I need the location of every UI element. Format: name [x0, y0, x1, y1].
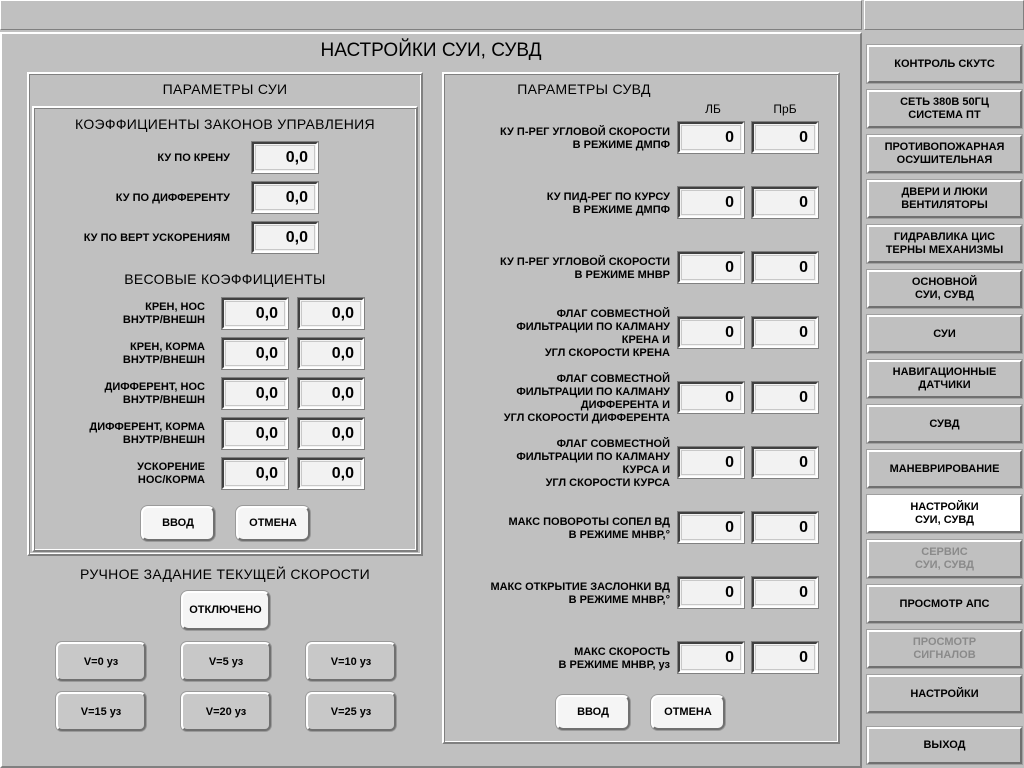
suvd-row-label: ФЛАГ СОВМЕСТНОЙ [556, 308, 670, 320]
speed-preset-button[interactable]: V=10 уз [306, 642, 396, 681]
suvd-row-label: ФИЛЬТРАЦИИ ПО КАЛМАНУ [516, 386, 670, 398]
weight-input-1[interactable]: 0,0 [222, 418, 288, 449]
weight-label-1: ДИФФЕРЕНТ, КОРМА [89, 421, 205, 433]
weights-title: ВЕСОВЫЕ КОЭФФИЦИЕНТЫ [124, 271, 326, 287]
speed-preset-button[interactable]: V=5 уз [181, 642, 271, 681]
nav-button[interactable]: ВЫХОД [867, 727, 1022, 764]
nav-button[interactable]: СУИ [867, 315, 1022, 353]
coef-label: КУ ПО КРЕНУ [157, 152, 230, 164]
weight-label-1: ДИФФЕРЕНТ, НОС [104, 381, 205, 393]
suvd-input-prb[interactable]: 0 [752, 187, 818, 218]
nav-button[interactable]: МАНЕВРИРОВАНИЕ [867, 450, 1022, 488]
weight-input-2[interactable]: 0,0 [298, 298, 364, 329]
coef-input[interactable]: 0,0 [252, 142, 318, 173]
coef-input[interactable]: 0,0 [252, 182, 318, 213]
weight-label-1: УСКОРЕНИЕ [137, 461, 205, 473]
suvd-input-prb[interactable]: 0 [752, 317, 818, 348]
suvd-row-label: КРЕНА И [621, 334, 670, 346]
suvd-input-prb[interactable]: 0 [752, 577, 818, 608]
speed-preset-button[interactable]: V=0 уз [56, 642, 146, 681]
suvd-input-lb[interactable]: 0 [678, 447, 744, 478]
suvd-row-label: В РЕЖИМЕ МНВР [574, 269, 670, 281]
weight-label-2: ВНУТР/ВНЕШН [122, 314, 205, 326]
page-title: НАСТРОЙКИ СУИ, СУВД [320, 40, 542, 61]
suvd-input-lb[interactable]: 0 [678, 577, 744, 608]
suvd-row-label: КУРСА И [622, 464, 670, 476]
nav-button[interactable]: ДВЕРИ И ЛЮКИ ВЕНТИЛЯТОРЫ [867, 180, 1022, 218]
nav-button[interactable]: КОНТРОЛЬ СКУТС [867, 45, 1022, 83]
suvd-row-label: КУ ПИД-РЕГ ПО КУРСУ [546, 191, 670, 203]
suvd-row-label: ФИЛЬТРАЦИИ ПО КАЛМАНУ [516, 451, 670, 463]
nav-button[interactable]: НАВИГАЦИОННЫЕ ДАТЧИКИ [867, 360, 1022, 398]
weight-input-1[interactable]: 0,0 [222, 458, 288, 489]
nav-button[interactable]: НАСТРОЙКИ [867, 675, 1022, 713]
col-header-prb: ПрБ [773, 102, 797, 116]
suvd-row-label: МАКС ПОВОРОТЫ СОПЕЛ ВД [508, 516, 670, 528]
suvd-input-lb[interactable]: 0 [678, 382, 744, 413]
weight-label-2: ВНУТР/ВНЕШН [122, 434, 205, 446]
nav-button[interactable]: СУВД [867, 405, 1022, 443]
nav-button[interactable]: НАСТРОЙКИ СУИ, СУВД [867, 495, 1022, 533]
coef-label: КУ ПО ДИФФЕРЕНТУ [115, 192, 230, 204]
suvd-input-prb[interactable]: 0 [752, 122, 818, 153]
suvd-input-lb[interactable]: 0 [678, 317, 744, 348]
suvd-input-prb[interactable]: 0 [752, 512, 818, 543]
suvd-input-prb[interactable]: 0 [752, 642, 818, 673]
suvd-row-label: УГЛ СКОРОСТИ КУРСА [545, 477, 670, 489]
suvd-cancel-button[interactable]: ОТМЕНА [651, 695, 725, 730]
weight-input-1[interactable]: 0,0 [222, 338, 288, 369]
weight-input-1[interactable]: 0,0 [222, 378, 288, 409]
suvd-row-label: МАКС СКОРОСТЬ [574, 646, 670, 658]
suvd-row-label: КУ П-РЕГ УГЛОВОЙ СКОРОСТИ [500, 256, 670, 268]
suvd-input-lb[interactable]: 0 [678, 122, 744, 153]
weight-label-2: НОС/КОРМА [137, 474, 205, 486]
sui-enter-button[interactable]: ВВОД [141, 506, 215, 541]
weight-input-2[interactable]: 0,0 [298, 458, 364, 489]
top-bar [0, 0, 862, 30]
speed-preset-button[interactable]: V=25 уз [306, 692, 396, 731]
suvd-row-label: ФЛАГ СОВМЕСТНОЙ [556, 373, 670, 385]
suvd-enter-button[interactable]: ВВОД [556, 695, 630, 730]
coef-label: КУ ПО ВЕРТ УСКОРЕНИЯМ [83, 232, 230, 244]
weight-label-1: КРЕН, НОС [145, 301, 205, 313]
suvd-row-label: В РЕЖИМЕ ДМПФ [572, 139, 670, 151]
suvd-row-label: ФИЛЬТРАЦИИ ПО КАЛМАНУ [516, 321, 670, 333]
suvd-input-prb[interactable]: 0 [752, 447, 818, 478]
nav-button[interactable]: ПРОСМОТР СИГНАЛОВ [867, 630, 1022, 668]
nav-button[interactable]: ОСНОВНОЙ СУИ, СУВД [867, 270, 1022, 308]
nav-button[interactable]: СЕТЬ 380В 50ГЦ СИСТЕМА ПТ [867, 90, 1022, 128]
suvd-input-lb[interactable]: 0 [678, 187, 744, 218]
nav-button[interactable]: ПРОСМОТР АПС [867, 585, 1022, 623]
suvd-row-label: КУ П-РЕГ УГЛОВОЙ СКОРОСТИ [500, 126, 670, 138]
weight-label-2: ВНУТР/ВНЕШН [122, 394, 205, 406]
weight-input-2[interactable]: 0,0 [298, 338, 364, 369]
suvd-row-label: УГЛ СКОРОСТИ ДИФФЕРЕНТА [503, 412, 670, 424]
suvd-row-label: МАКС ОТКРЫТИЕ ЗАСЛОНКИ ВД [490, 581, 670, 593]
suvd-row-label: ФЛАГ СОВМЕСТНОЙ [556, 438, 670, 450]
coef-input[interactable]: 0,0 [252, 222, 318, 253]
weight-input-1[interactable]: 0,0 [222, 298, 288, 329]
suvd-row-label: В РЕЖИМЕ МНВР, уз [558, 659, 670, 671]
suvd-input-prb[interactable]: 0 [752, 252, 818, 283]
speed-state-button[interactable]: ОТКЛЮЧЕНО [181, 591, 270, 630]
suvd-row-label: В РЕЖИМЕ МНВР,° [568, 594, 670, 606]
speed-preset-button[interactable]: V=15 уз [56, 692, 146, 731]
suvd-input-prb[interactable]: 0 [752, 382, 818, 413]
suvd-input-lb[interactable]: 0 [678, 512, 744, 543]
speed-preset-button[interactable]: V=20 уз [181, 692, 271, 731]
suvd-row-label: В РЕЖИМЕ ДМПФ [572, 204, 670, 216]
speed-title: РУЧНОЕ ЗАДАНИЕ ТЕКУЩЕЙ СКОРОСТИ [80, 566, 370, 582]
suvd-input-lb[interactable]: 0 [678, 642, 744, 673]
sui-cancel-button[interactable]: ОТМЕНА [236, 506, 310, 541]
weight-input-2[interactable]: 0,0 [298, 418, 364, 449]
suvd-title: ПАРАМЕТРЫ СУВД [517, 81, 651, 97]
coef-title: КОЭФФИЦИЕНТЫ ЗАКОНОВ УПРАВЛЕНИЯ [75, 116, 375, 132]
nav-button[interactable]: СЕРВИС СУИ, СУВД [867, 540, 1022, 578]
suvd-row-label: В РЕЖИМЕ МНВР,° [568, 529, 670, 541]
sui-title: ПАРАМЕТРЫ СУИ [162, 81, 288, 97]
nav-button[interactable]: ПРОТИВОПОЖАРНАЯ ОСУШИТЕЛЬНАЯ [867, 135, 1022, 173]
suvd-input-lb[interactable]: 0 [678, 252, 744, 283]
suvd-row-label: УГЛ СКОРОСТИ КРЕНА [544, 347, 670, 359]
top-bar-right [864, 0, 1024, 30]
suvd-row-label: ДИФФЕРЕНТА И [580, 399, 670, 411]
nav-button[interactable]: ГИДРАВЛИКА ЦИС ТЕРНЫ МЕХАНИЗМЫ [867, 225, 1022, 263]
weight-label-1: КРЕН, КОРМА [129, 341, 205, 353]
weight-input-2[interactable]: 0,0 [298, 378, 364, 409]
weight-label-2: ВНУТР/ВНЕШН [122, 354, 205, 366]
col-header-lb: ЛБ [705, 102, 721, 116]
